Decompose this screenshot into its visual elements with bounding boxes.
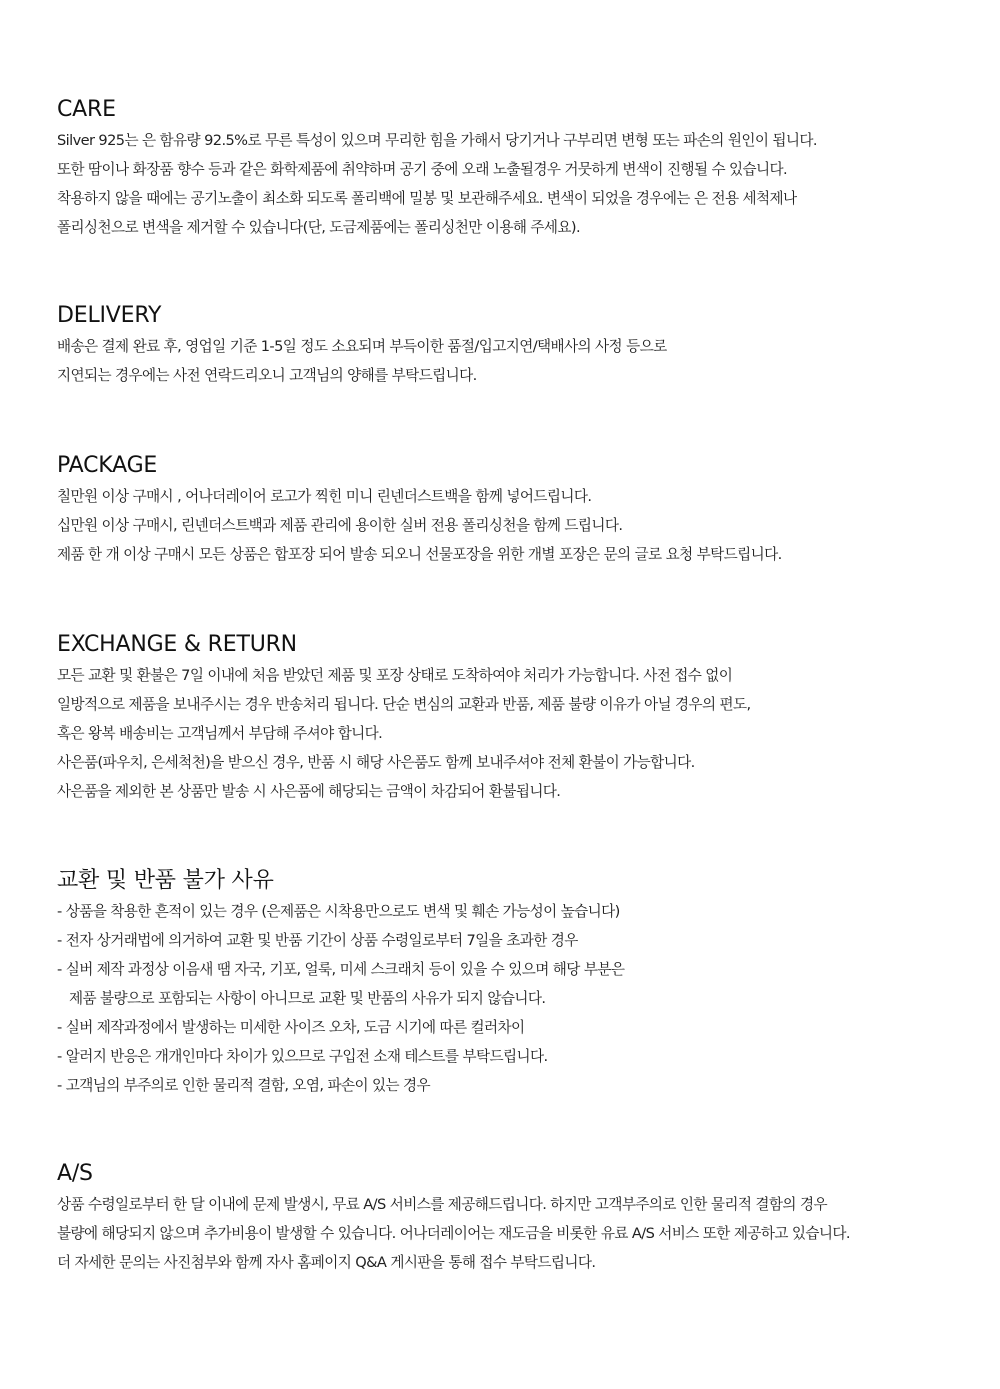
non-returnable-item: - 상품을 착용한 흔적이 있는 경우 (은제품은 시착용만으로도 변색 및 훼손 가능성이 높습니다) — [57, 903, 620, 920]
non-returnable-item: - 알러지 반응은 개개인마다 차이가 있으므로 구입전 소재 테스트를 부탁드립니다. — [57, 1048, 548, 1065]
after-service-line: 상품 수령일로부터 한 달 이내에 문제 발생시, 무료 A/S 서비스를 제공해드립니다. 하지만 고객부주의로 인한 물리적 결함의 경우 — [57, 1196, 827, 1213]
exchange-return-line: 사은품을 제외한 본 상품만 발송 시 사은품에 해당되는 금액이 차감되어 환불됩니다. — [57, 783, 561, 800]
exchange-return-line: 사은품(파우치, 은세척천)을 받으신 경우, 반품 시 해당 사은품도 함께 보내주셔야 전체 환불이 가능합니다. — [57, 754, 695, 771]
non-returnable-item: - 고객님의 부주의로 인한 물리적 결함, 오염, 파손이 있는 경우 — [57, 1077, 431, 1094]
care-text — [57, 126, 957, 242]
delivery-line: 지연되는 경우에는 사전 연락드리오니 고객님의 양해를 부탁드립니다. — [57, 367, 477, 384]
delivery-line: 배송은 결제 완료 후, 영업일 기준 1-5일 정도 소요되며 부득이한 품절/입고지연/택배사의 사정 등으로 — [57, 338, 667, 355]
care-line: 착용하지 않을 때에는 공기노출이 최소화 되도록 폴리백에 밀봉 및 보관해주세요. 변색이 되었을 경우에는 은 전용 세척제나 — [57, 190, 797, 207]
exchange-return-section — [57, 629, 957, 806]
non-returnable-list — [57, 897, 957, 1100]
after-service-section — [57, 1158, 957, 1277]
package-line: 칠만원 이상 구매시 , 어나더레이어 로고가 찍힌 미니 린넨더스트백을 함께 넣어드립니다. — [57, 488, 592, 505]
non-returnable-item: - 실버 제작과정에서 발생하는 미세한 사이즈 오차, 도금 시기에 따른 컬러차이 — [57, 1019, 525, 1036]
package-line: 십만원 이상 구매시, 린넨더스트백과 제품 관리에 용이한 실버 전용 폴리싱천을 함께 드립니다. — [57, 517, 623, 534]
care-line: 또한 땀이나 화장품 향수 등과 같은 화학제품에 취약하며 공기 중에 오래 노출될경우 거뭇하게 변색이 진행될 수 있습니다. — [57, 161, 788, 178]
exchange-return-line: 일방적으로 제품을 보내주시는 경우 반송처리 됩니다. 단순 변심의 교환과 반품, 제품 불량 이유가 아닐 경우의 편도, — [57, 696, 751, 713]
non-returnable-item: - 전자 상거래법에 의거하여 교환 및 반품 기간이 상품 수령일로부터 7일을 초과한 경우 — [57, 932, 578, 949]
care-line: Silver 925는 은 함유량 92.5%로 무른 특성이 있으며 무리한 힘을 가해서 당기거나 구부리면 변형 또는 파손의 원인이 됩니다. — [57, 132, 817, 149]
exchange-return-text — [57, 661, 957, 806]
exchange-return-line: 모든 교환 및 환불은 7일 이내에 처음 받았던 제품 및 포장 상태로 도착하여야 처리가 가능합니다. 사전 접수 없이 — [57, 667, 733, 684]
after-service-line: 더 자세한 문의는 사진첨부와 함께 자사 홈페이지 Q&A 게시판을 통해 접수 부탁드립니다. — [57, 1254, 596, 1271]
delivery-text — [57, 332, 957, 390]
care-heading: CARE — [57, 97, 116, 122]
package-section — [57, 450, 957, 569]
delivery-heading: DELIVERY — [57, 303, 162, 328]
non-returnable-item: - 실버 제작 과정상 이음새 땜 자국, 기포, 얼룩, 미세 스크래치 등이 있을 수 있으며 해당 부분은 — [57, 961, 625, 978]
after-service-line: 불량에 해당되지 않으며 추가비용이 발생할 수 있습니다. 어나더레이어는 재도금을 비롯한 유료 A/S 서비스 또한 제공하고 있습니다. — [57, 1225, 850, 1242]
package-line: 제품 한 개 이상 구매시 모든 상품은 합포장 되어 발송 되오니 선물포장을 위한 개별 포장은 문의 글로 요청 부탁드립니다. — [57, 546, 782, 563]
after-service-text — [57, 1190, 957, 1277]
care-line: 폴리싱천으로 변색을 제거할 수 있습니다(단, 도금제품에는 폴리싱천만 이용해 주세요). — [57, 219, 580, 236]
exchange-return-line: 혹은 왕복 배송비는 고객님께서 부담해 주셔야 합니다. — [57, 725, 383, 742]
non-returnable-heading: 교환 및 반품 불가 사유 — [57, 868, 274, 893]
non-returnable-item-continued: 제품 불량으로 포함되는 사항이 아니므로 교환 및 반품의 사유가 되지 않습니다. — [69, 990, 546, 1007]
care-section — [57, 94, 957, 242]
delivery-section — [57, 300, 957, 390]
package-text — [57, 482, 957, 569]
exchange-return-heading: EXCHANGE & RETURN — [57, 632, 297, 657]
package-heading: PACKAGE — [57, 453, 158, 478]
non-returnable-section — [57, 865, 957, 1100]
after-service-heading: A/S — [57, 1161, 93, 1186]
